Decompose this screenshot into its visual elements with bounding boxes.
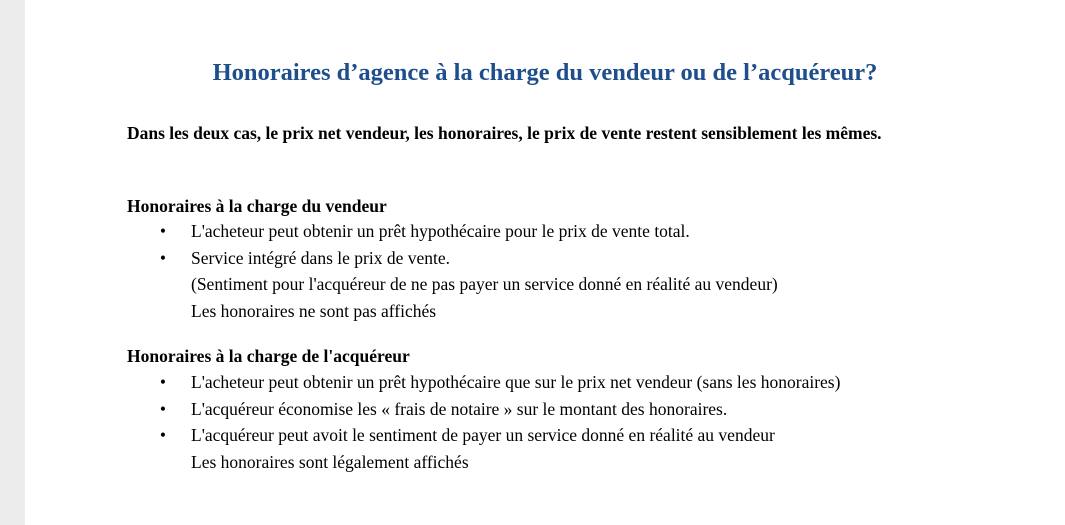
bullet-icon: • (159, 221, 167, 241)
section-heading-acquereur: Honoraires à la charge de l'acquéreur (127, 346, 410, 366)
continuation-line: Les honoraires ne sont pas affichés (191, 300, 437, 321)
bullet-icon: • (159, 372, 167, 392)
document-page (25, 0, 1065, 525)
bullet-list-vendeur (127, 218, 1027, 324)
list-item-text: L'acheteur peut obtenir un prêt hypothécaire que sur le prix net vendeur (sans les honoraires) (191, 372, 841, 392)
bullet-list-acquereur (127, 369, 1027, 475)
list-item-text: L'acheteur peut obtenir un prêt hypothécaire pour le prix de vente total. (191, 221, 690, 241)
list-item-text: Service intégré dans le prix de vente. (191, 247, 450, 268)
list-item (127, 422, 1027, 449)
list-item (127, 369, 1027, 396)
intro-paragraph: Dans les deux cas, le prix net vendeur, les honoraires, le prix de vente restent sensiblement les mêmes. (127, 123, 882, 143)
continuation-line: Les honoraires sont légalement affichés (191, 451, 469, 472)
list-item-text: L'acquéreur peut avoit le sentiment de payer un service donné en réalité au vendeur (191, 425, 775, 445)
list-item (127, 218, 1027, 245)
bullet-icon: • (159, 247, 167, 268)
bullet-icon: • (159, 398, 167, 419)
section-heading-vendeur: Honoraires à la charge du vendeur (127, 196, 387, 216)
continuation-line: (Sentiment pour l'acquéreur de ne pas payer un service donné en réalité au vendeur) (191, 274, 778, 294)
list-item (127, 245, 1027, 272)
bullet-icon: • (159, 425, 167, 445)
document-title: Honoraires d’agence à la charge du vendeur ou de l’acquéreur? (212, 59, 878, 86)
list-item-text: L'acquéreur économise les « frais de notaire » sur le montant des honoraires. (191, 398, 728, 419)
list-item (127, 396, 1027, 423)
